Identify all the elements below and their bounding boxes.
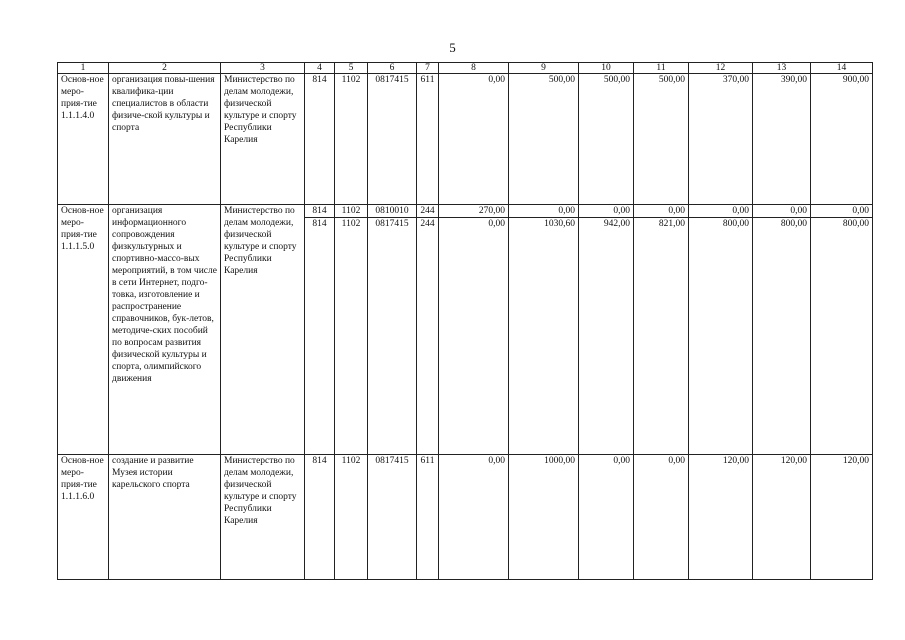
cell-c5: 1102 [335, 218, 368, 455]
cell-c10: 0,00 [579, 205, 634, 218]
cell-c12: 800,00 [689, 218, 753, 455]
cell-c8: 0,00 [439, 74, 509, 205]
col-header: 9 [509, 63, 579, 74]
col-header: 4 [305, 63, 335, 74]
table-row [58, 74, 873, 205]
cell-c9: 1000,00 [509, 455, 579, 580]
cell-c5: 1102 [335, 205, 368, 218]
executor: Министерство по делам молодежи, физической культуре и спорту Республики Карелия [221, 205, 305, 455]
col-header: 8 [439, 63, 509, 74]
cell-c4: 814 [305, 218, 335, 455]
col-header: 14 [811, 63, 873, 74]
col-header: 2 [109, 63, 221, 74]
page-number: 5 [449, 40, 456, 55]
cell-c8: 0,00 [439, 218, 509, 455]
cell-c11: 0,00 [634, 205, 689, 218]
cell-c7: 244 [417, 218, 439, 455]
cell-c4: 814 [305, 74, 335, 205]
cell-c10: 0,00 [579, 455, 634, 580]
cell-c13: 390,00 [753, 74, 811, 205]
cell-c14: 900,00 [811, 74, 873, 205]
cell-c11: 500,00 [634, 74, 689, 205]
col-header: 6 [368, 63, 417, 74]
activity-description: организация повы-шения квалифика-ции специалистов в области физиче-ской культуры и спорта [109, 74, 221, 205]
cell-c5: 1102 [335, 455, 368, 580]
cell-c13: 120,00 [753, 455, 811, 580]
col-header: 11 [634, 63, 689, 74]
col-header: 1 [58, 63, 109, 74]
col-header: 12 [689, 63, 753, 74]
cell-c14: 800,00 [811, 218, 873, 455]
cell-c10: 942,00 [579, 218, 634, 455]
table-row [58, 455, 873, 580]
cell-c7: 611 [417, 74, 439, 205]
cell-c9: 500,00 [509, 74, 579, 205]
table-row [58, 205, 873, 218]
activity-code: Основ-ное меро-прия-тие 1.1.1.6.0 [58, 455, 109, 580]
cell-c14: 120,00 [811, 455, 873, 580]
cell-c6: 0810010 [368, 205, 417, 218]
cell-c7: 244 [417, 205, 439, 218]
col-header: 10 [579, 63, 634, 74]
activity-description: организация информационного сопровождения физкультурных и спортивно-массо-вых мероприятий, в том числе в сети Интернет, подго-товка, изготовление и распространение справочников, бук-летов, методиче-ских пособий по вопросам развития физической культуры и спорта, олимпийского движения [109, 205, 221, 455]
cell-c13: 800,00 [753, 218, 811, 455]
cell-c12: 370,00 [689, 74, 753, 205]
cell-c7: 611 [417, 455, 439, 580]
cell-c6: 0817415 [368, 74, 417, 205]
col-header: 13 [753, 63, 811, 74]
budget-table [57, 62, 873, 580]
cell-c11: 0,00 [634, 455, 689, 580]
col-header: 3 [221, 63, 305, 74]
cell-c4: 814 [305, 205, 335, 218]
cell-c14: 0,00 [811, 205, 873, 218]
cell-c11: 821,00 [634, 218, 689, 455]
cell-c8: 0,00 [439, 455, 509, 580]
cell-c4: 814 [305, 455, 335, 580]
cell-c13: 0,00 [753, 205, 811, 218]
activity-code: Основ-ное меро-прия-тие 1.1.1.4.0 [58, 74, 109, 205]
cell-c5: 1102 [335, 74, 368, 205]
executor: Министерство по делам молодежи, физической культуре и спорту Республики Карелия [221, 74, 305, 205]
column-number-header [58, 63, 873, 74]
activity-code: Основ-ное меро-прия-тие 1.1.1.5.0 [58, 205, 109, 455]
cell-c8: 270,00 [439, 205, 509, 218]
col-header: 5 [335, 63, 368, 74]
col-header: 7 [417, 63, 439, 74]
cell-c10: 500,00 [579, 74, 634, 205]
cell-c6: 0817415 [368, 455, 417, 580]
executor: Министерство по делам молодежи, физической культуре и спорту Республики Карелия [221, 455, 305, 580]
cell-c12: 120,00 [689, 455, 753, 580]
cell-c12: 0,00 [689, 205, 753, 218]
cell-c9: 1030,60 [509, 218, 579, 455]
cell-c9: 0,00 [509, 205, 579, 218]
cell-c6: 0817415 [368, 218, 417, 455]
activity-description: создание и развитие Музея истории карельского спорта [109, 455, 221, 580]
